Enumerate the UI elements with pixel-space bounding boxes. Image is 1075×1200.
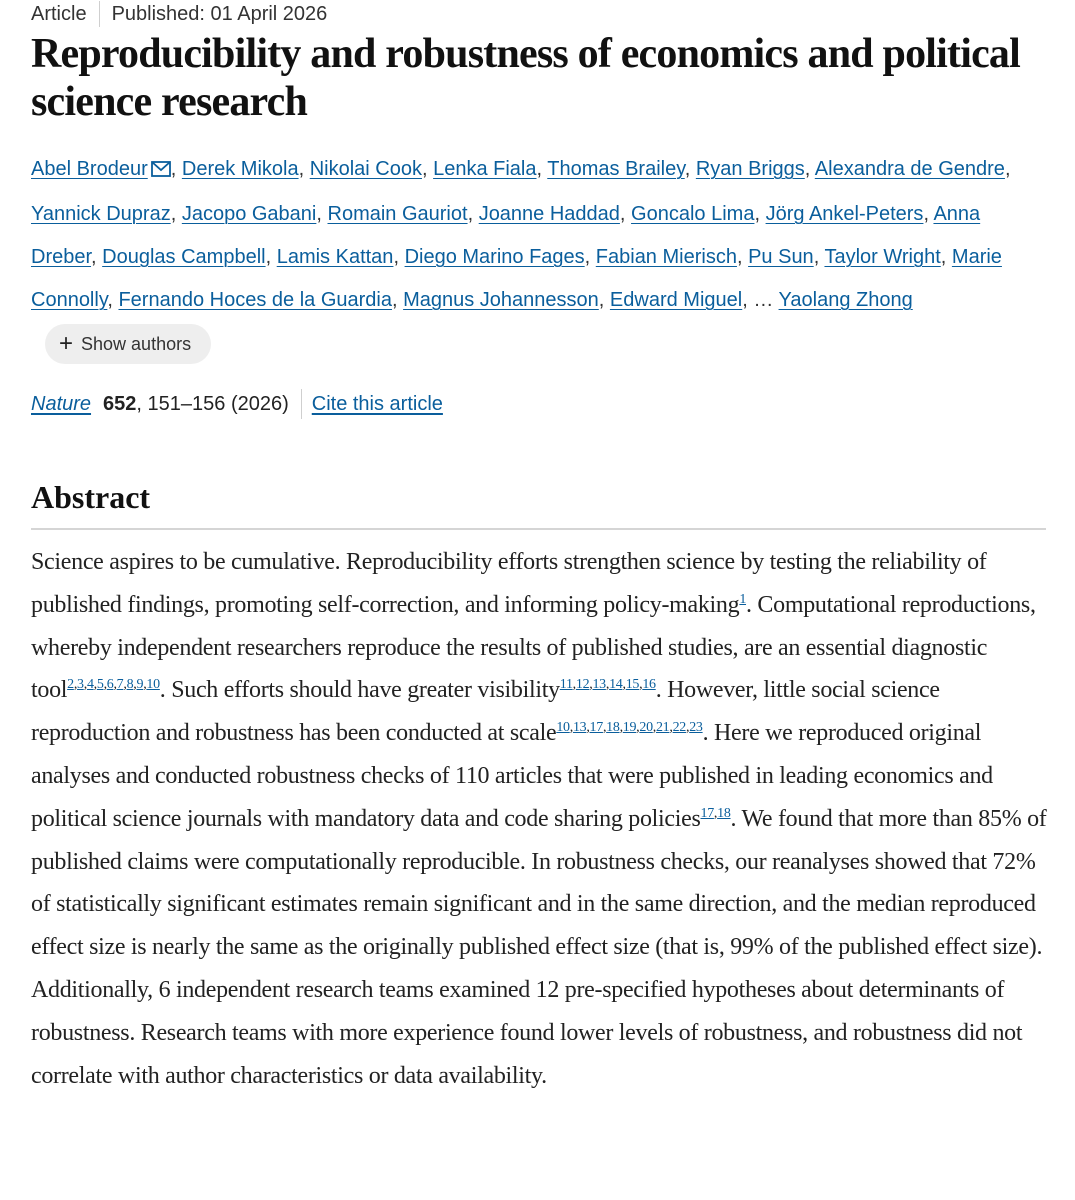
author-link[interactable]: Yaolang Zhong (778, 289, 913, 311)
reference-link[interactable]: 13 (572, 720, 587, 736)
author-link[interactable]: Joanne Haddad (478, 203, 620, 225)
reference-group: 11,12,13,14,15,16 (559, 677, 656, 693)
reference-link[interactable]: 9 (136, 677, 144, 693)
reference-link[interactable]: 22 (672, 720, 686, 736)
author-link[interactable]: Thomas Brailey (547, 158, 685, 180)
meta-divider (99, 1, 100, 27)
reference-link[interactable]: 5 (96, 677, 104, 693)
reference-link[interactable]: 23 (689, 720, 703, 736)
reference-link[interactable]: 21 (655, 720, 670, 736)
citation-divider (301, 389, 302, 419)
abstract-sentence: . Here we reproduced original analyses and conducted robustness checks of 110 articles that were published in leading economics and political science journals with mandatory data and code sharing policies (31, 720, 993, 832)
reference-group: 17,18 (700, 805, 731, 821)
show-authors-label: Show authors (81, 333, 192, 354)
reference-link[interactable]: 18 (717, 805, 731, 821)
reference-link[interactable]: 7 (116, 677, 124, 693)
citation-line (31, 389, 443, 419)
abstract-sentence: . However, little social science reproduction and robustness has been conducted at scale (31, 677, 940, 747)
reference-link[interactable]: 20 (639, 720, 653, 736)
reference-group: 2,3,4,5,6,7,8,9,10 (67, 677, 160, 693)
plus-icon: + (59, 329, 74, 357)
author-link[interactable]: Alexandra de Gendre (814, 158, 1005, 180)
author-link[interactable]: Magnus Johannesson (403, 289, 599, 311)
reference-link[interactable]: 13 (592, 677, 606, 693)
reference-link[interactable]: 8 (126, 677, 134, 693)
abstract-sentence: . We found that more than 85% of published claims were computationally reproducible. In robustness checks, our reanalyses showed that 72% of statistically significant estimates remain significant and in the same direction, and the median reproduced effect size is nearly the same as the originally published effect size (that is, 99% of the published effect size). Additionally, 6 independent research teams examined 12 pre-specified hypotheses about determinants of robustness. Research teams with more experience found lower levels of robustness, and robustness did not correlate with author characteristics or data availability. (31, 805, 1047, 1089)
reference-link[interactable]: 4 (86, 677, 94, 693)
author-link[interactable]: Nikolai Cook (309, 158, 422, 180)
mail-icon[interactable] (151, 150, 171, 193)
abstract-text (31, 541, 1051, 1097)
pages-year: , 151–156 (2026) (136, 393, 289, 415)
reference-link[interactable]: 11 (559, 677, 573, 693)
article-title: Reproducibility and robustness of economics and political science research (31, 31, 1020, 125)
author-link[interactable]: Marie Connolly (31, 246, 1002, 311)
abstract-heading: Abstract (31, 479, 151, 515)
author-link[interactable]: Fabian Mierisch (595, 246, 737, 268)
author-link[interactable]: Abel Brodeur (31, 158, 148, 180)
reference-link[interactable]: 15 (625, 677, 640, 693)
reference-link[interactable]: 16 (642, 677, 656, 693)
authors-ellipsis: … (747, 289, 779, 311)
author-link[interactable]: Anna Dreber (31, 203, 981, 268)
reference-link[interactable]: 3 (77, 677, 84, 693)
author-link[interactable]: Jacopo Gabani (181, 203, 317, 225)
author-link[interactable]: Edward Miguel (609, 289, 743, 311)
show-authors-button[interactable] (45, 324, 211, 364)
reference-link[interactable]: 6 (106, 677, 114, 693)
reference-link[interactable]: 17 (589, 720, 603, 736)
author-link[interactable]: Derek Mikola (181, 158, 299, 180)
reference-link[interactable]: 17 (700, 805, 714, 821)
reference-link[interactable]: 10 (556, 720, 570, 736)
author-link[interactable]: Lenka Fiala (433, 158, 537, 180)
article-type: Article (31, 3, 87, 25)
journal-link[interactable]: Nature (31, 393, 92, 415)
abstract-sentence: Science aspires to be cumulative. Reproducibility efforts strengthen science by testing the reliability of published findings, promoting self-correction, and informing policy-making (31, 549, 987, 618)
author-link[interactable]: Yannick Dupraz (31, 203, 171, 225)
reference-link[interactable]: 18 (606, 720, 620, 736)
abstract-sentence: . Such efforts should have greater visibility (159, 677, 560, 704)
reference-link[interactable]: 19 (622, 720, 637, 736)
abstract-sentence: . Computational reproductions, whereby independent researchers reproduce the results of published studies, are an essential diagnostic tool (31, 591, 1036, 704)
author-link[interactable]: Douglas Campbell (102, 246, 266, 268)
author-link[interactable]: Romain Gauriot (327, 203, 468, 225)
volume-number: 652 (103, 393, 137, 415)
author-link[interactable]: Diego Marino Fages (404, 246, 585, 268)
author-link[interactable]: Jörg Ankel-Peters (765, 203, 924, 225)
reference-link[interactable]: 14 (609, 677, 623, 693)
author-link[interactable]: Lamis Kattan (276, 246, 394, 268)
abstract-divider (31, 528, 1046, 530)
article-meta (31, 0, 327, 28)
cite-this-article-link[interactable]: Cite this article (311, 393, 443, 415)
author-link[interactable]: Ryan Briggs (695, 158, 805, 180)
reference-link[interactable]: 10 (146, 677, 160, 693)
reference-link[interactable]: 1 (739, 591, 747, 607)
published-date: Published: 01 April 2026 (111, 3, 328, 25)
author-link[interactable]: Goncalo Lima (631, 203, 755, 225)
author-link[interactable]: Fernando Hoces de la Guardia (118, 289, 392, 311)
reference-link[interactable]: 2 (67, 677, 74, 693)
author-list: Abel Brodeur , Derek Mikola, Nikolai Cook, Lenka Fiala, Thomas Brailey, Ryan Briggs, Alexandra de Gendre, Yannick Dupraz, Jacopo Gabani, Romain Gauriot, Joanne Haddad, Goncalo Lima, Jörg Ankel-Peters, Anna Dreber, Douglas Campbell, Lamis Kattan, Diego Marino Fages, Fabian Mierisch, Pu Sun, Taylor Wright, Marie Connolly, Fernando Hoces de la Guardia, Magnus Johannesson, Edward Miguel, … Yaolang Zhong + Show authors (31, 148, 1046, 365)
author-link[interactable]: Taylor Wright (824, 246, 941, 268)
reference-group: 10,13,17,18,19,20,21,22,23 (556, 720, 703, 736)
reference-link[interactable]: 12 (575, 677, 590, 693)
author-link[interactable]: Pu Sun (748, 246, 814, 268)
